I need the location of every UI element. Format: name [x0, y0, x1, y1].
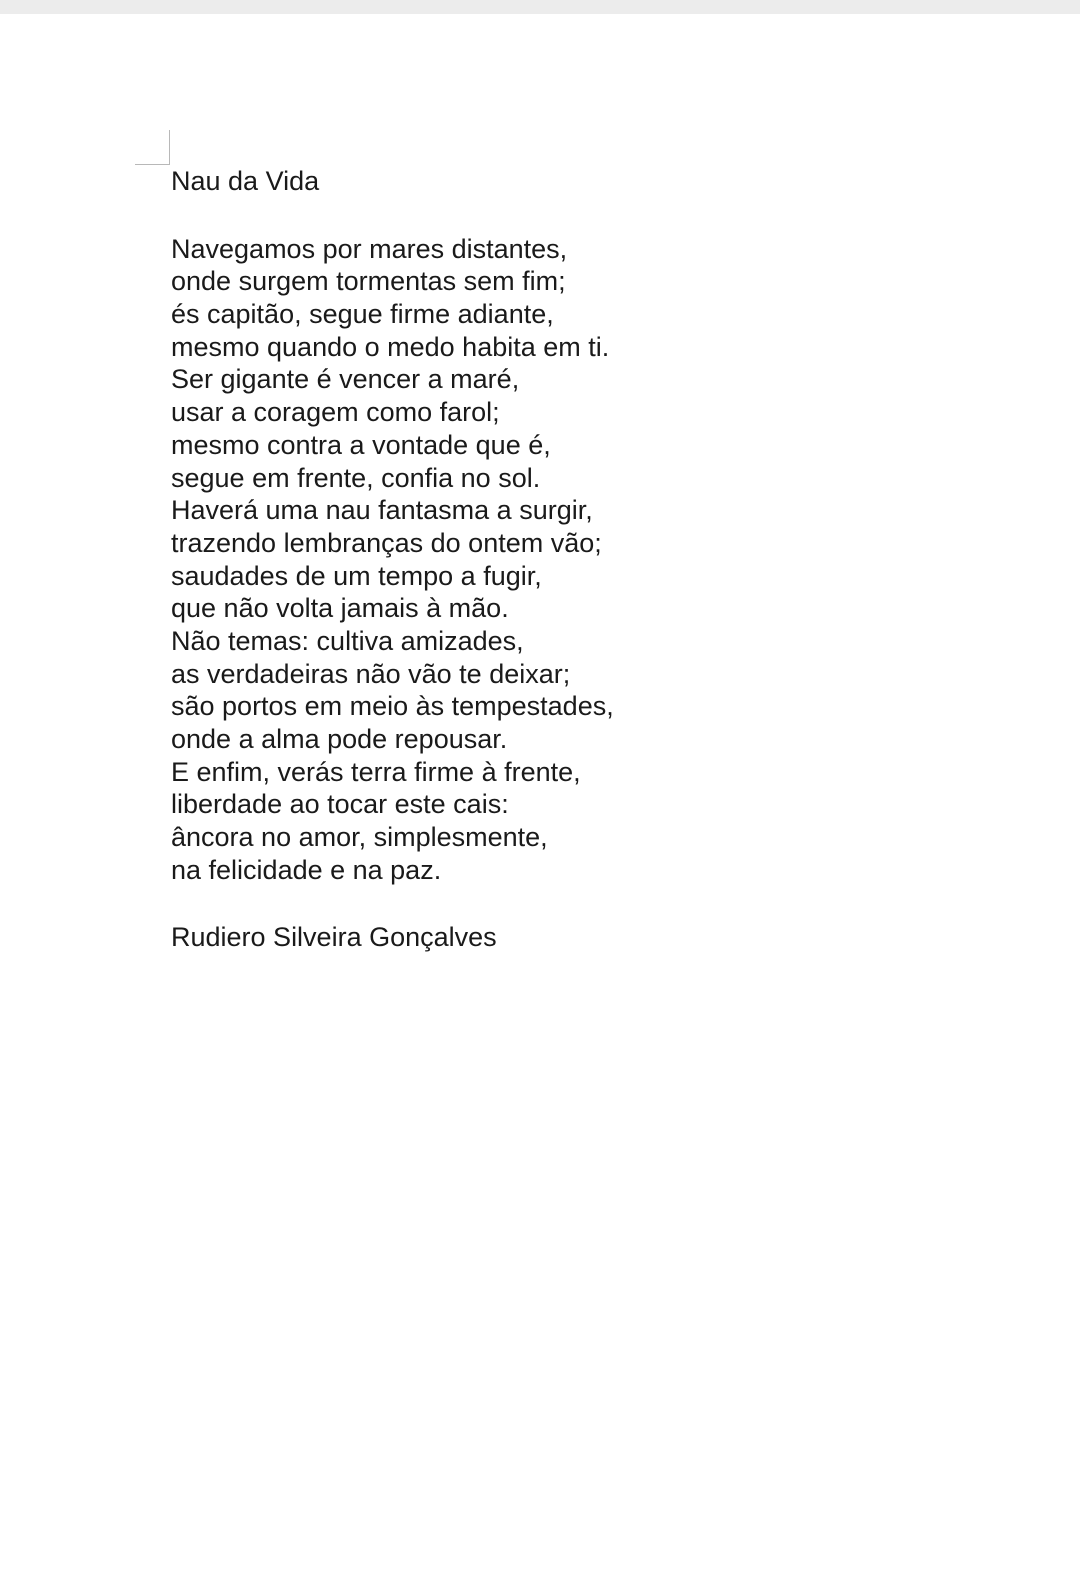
document-body[interactable]: [171, 165, 871, 954]
document-page[interactable]: [0, 14, 1080, 1572]
text-boundary-corner-marker: [135, 130, 170, 165]
empty-paragraph: [171, 886, 871, 921]
poem-line: na felicidade e na paz.: [171, 854, 442, 885]
poem-stanza: [171, 233, 871, 887]
poem-line: mesmo quando o medo habita em ti.: [171, 331, 610, 362]
poem-line: que não volta jamais à mão.: [171, 593, 509, 624]
poem-title: Nau da Vida: [171, 166, 320, 196]
poem-line: são portos em meio às tempestades,: [171, 691, 614, 722]
poem-line: saudades de um tempo a fugir,: [171, 560, 542, 591]
poem-line: onde surgem tormentas sem fim;: [171, 266, 566, 297]
poem-line: usar a coragem como farol;: [171, 397, 500, 428]
empty-paragraph: [171, 198, 871, 233]
poem-line: Haverá uma nau fantasma a surgir,: [171, 495, 593, 526]
poem-line: E enfim, verás terra firme à frente,: [171, 756, 581, 787]
poem-line: segue em frente, confia no sol.: [171, 462, 541, 493]
poem-line: és capitão, segue firme adiante,: [171, 299, 554, 330]
poem-line: mesmo contra a vontade que é,: [171, 429, 551, 460]
poem-author: Rudiero Silveira Gonçalves: [171, 922, 497, 953]
top-toolbar-band: [0, 0, 1080, 14]
poem-line: liberdade ao tocar este cais:: [171, 789, 509, 820]
poem-line: Não temas: cultiva amizades,: [171, 625, 524, 656]
poem-line: onde a alma pode repousar.: [171, 724, 508, 754]
poem-line: Ser gigante é vencer a maré,: [171, 364, 520, 395]
poem-line: trazendo lembranças do ontem vão;: [171, 527, 602, 558]
poem-line: as verdadeiras não vão te deixar;: [171, 658, 571, 689]
poem-line: Navegamos por mares distantes,: [171, 233, 568, 264]
poem-line: âncora no amor, simplesmente,: [171, 822, 548, 853]
